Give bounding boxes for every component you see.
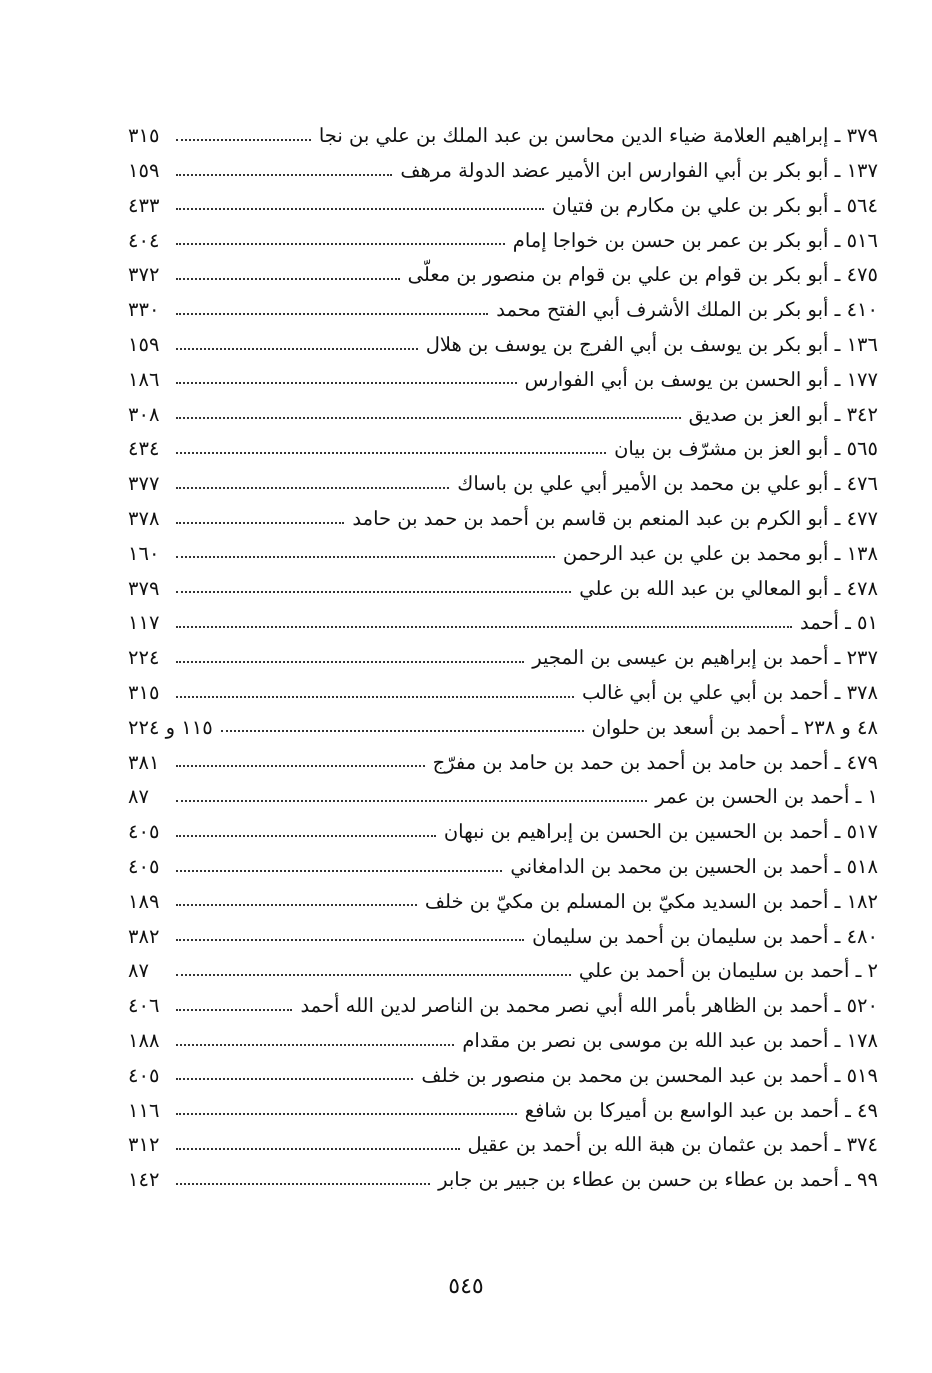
entry-page-number: ٣٣٠ [128,298,160,322]
entry-name: ٣٧٨ ـ أحمد بن أبي علي بن أبي غالب [581,681,878,705]
entry-page-number: ٤٠٤ [128,228,160,252]
index-entry [128,146,878,181]
entry-page-number: ١٨٨ [128,1029,160,1053]
entry-page-number: ١٨٩ [128,889,160,913]
entry-page-number: ١٤٢ [128,1168,160,1192]
dot-leader [176,313,488,315]
index-entry [128,633,878,668]
entry-name: ٤٧٧ ـ أبو الكرم بن عبد المنعم بن قاسم بن أحمد بن حمد بن حامد [352,507,878,531]
index-entry [128,111,878,146]
entry-name: ٥١ ـ أحمد [799,611,878,635]
entry-name: ١٧٧ ـ أبو الحسن بن يوسف بن أبي الفوارس [524,367,878,391]
dot-leader [176,278,400,280]
dot-leader [176,1078,413,1080]
entry-name: ٣٧٩ ـ إبراهيم العلامة ضياء الدين محاسن بن عبد الملك بن علي بن نجا [318,124,878,148]
entry-page-number: ٣٧٢ [128,263,160,287]
index-entry [128,911,878,946]
index-entry [128,494,878,529]
dot-leader [176,1148,460,1150]
entry-name: ١٣٨ ـ أبو محمد بن علي بن عبد الرحمن [562,541,878,565]
entry-name: ٥١٧ ـ أحمد بن الحسين بن الحسن بن إبراهيم بن نبهان [443,820,878,844]
index-entry [128,1085,878,1120]
dot-leader [176,487,449,489]
index-entry [128,424,878,459]
dot-leader [176,939,524,941]
entry-page-number: ٣٧٨ [128,507,160,531]
entry-page-number: ٣١٢ [128,1133,160,1157]
entry-name: ١٣٧ ـ أبو بكر بن أبي الفوارس ابن الأمير عضد الدولة مرهف [400,159,878,183]
index-entry [128,703,878,738]
entry-name: ٣٧٤ ـ أحمد بن عثمان بن هبة الله بن أحمد بن عقيل [467,1133,878,1157]
dot-leader [176,556,555,558]
dot-leader [176,1113,517,1115]
index-entry [128,563,878,598]
index-entry [128,598,878,633]
index-entry [128,389,878,424]
dot-leader [176,417,681,419]
dot-leader [176,626,792,628]
dot-leader [176,870,502,872]
index-entry [128,181,878,216]
index-entry [128,215,878,250]
entry-page-number: ١١٥ و ٢٢٤ [128,715,213,739]
entry-name: ٥٢٠ ـ أحمد بن الظاهر بأمر الله أبي نصر محمد بن الناصر لدين الله أحمد [300,994,878,1018]
entry-page-number: ٣٨٢ [128,924,160,948]
dot-leader [176,765,425,767]
dot-leader [176,661,524,663]
entry-page-number: ٨٧ [128,959,149,983]
index-entry [128,320,878,355]
dot-leader [176,174,392,176]
entry-name: ٤٨ و ٢٣٨ ـ أحمد بن أسعد بن حلوان [591,715,878,739]
dot-leader [176,348,418,350]
entry-name: ٩٩ ـ أحمد بن عطاء بن حسن بن عطاء بن جبير بن جابر [438,1168,878,1192]
index-entry [128,285,878,320]
entry-page-number: ٣٠٨ [128,402,160,426]
entry-name: ٣٤٢ ـ أبو العز بن صديق [688,402,878,426]
entry-name: ٤٨٠ ـ أحمد بن سليمان بن أحمد بن سليمان [532,924,878,948]
entry-page-number: ٢٢٤ [128,646,160,670]
dot-leader [176,1009,292,1011]
dot-leader [176,696,574,698]
dot-leader [176,452,606,454]
dot-leader [176,382,517,384]
entry-name: ٢ ـ أحمد بن سليمان بن أحمد بن علي [578,959,878,983]
entry-name: ٢٣٧ ـ أحمد بن إبراهيم بن عيسى بن المجير [532,646,878,670]
entry-page-number: ٤٠٥ [128,820,160,844]
index-entry [128,1120,878,1155]
dot-leader [176,522,344,524]
index-entry [128,1155,878,1190]
entry-page-number: ٤٠٥ [128,1063,160,1087]
dot-leader [176,591,571,593]
dot-leader [176,1183,430,1185]
index-entry [128,1051,878,1086]
entry-page-number: ٣١٥ [128,681,160,705]
index-entry [128,772,878,807]
index-entry [128,877,878,912]
entry-page-number: ١٥٩ [128,159,160,183]
index-entry [128,842,878,877]
entry-page-number: ٤٣٤ [128,437,160,461]
entry-page-number: ١١٦ [128,1098,160,1122]
entry-name: ٥٦٥ ـ أبو العز بن مشرّف بن بيان [614,437,878,461]
entry-page-number: ٣١٥ [128,124,160,148]
entry-page-number: ١٨٦ [128,367,160,391]
entry-name: ٤٧٨ ـ أبو المعالي بن عبد الله بن علي [579,576,878,600]
dot-leader [176,974,571,976]
entry-name: ٥١٩ ـ أحمد بن عبد المحسن بن محمد بن منصور بن خلف [421,1063,878,1087]
entry-name: ٤١٠ ـ أبو بكر بن الملك الأشرف أبي الفتح محمد [496,298,878,322]
entry-name: ٥١٨ ـ أحمد بن الحسين بن محمد بن الدامغاني [510,855,878,879]
entry-name: ١ ـ أحمد بن الحسن بن عمر [655,785,878,809]
dot-leader [176,139,311,141]
entry-page-number: ١٥٩ [128,333,160,357]
index-entry [128,1016,878,1051]
index-entry [128,459,878,494]
dot-leader [176,243,505,245]
entry-page-number: ٣٨١ [128,750,160,774]
entry-page-number: ٣٧٧ [128,472,160,496]
page-number: ٥٤٥ [448,1274,484,1299]
entry-page-number: ٣٧٩ [128,576,160,600]
index-entry [128,355,878,390]
index-entry [128,250,878,285]
dot-leader [176,835,436,837]
index-entry [128,946,878,981]
dot-leader [176,800,647,802]
entry-name: ٤٧٥ ـ أبو بكر بن قوام بن علي بن قوام بن منصور بن معلّى [407,263,878,287]
entry-name: ١٣٦ ـ أبو بكر بن يوسف بن أبي الفرج بن يوسف بن هلال [425,333,878,357]
dot-leader [176,208,544,210]
dot-leader [221,730,584,732]
entry-name: ٥٦٤ ـ أبو بكر بن علي بن مكارم بن فتيان [552,193,878,217]
index-entry [128,737,878,772]
entry-name: ٤٧٩ ـ أحمد بن حامد بن أحمد بن حمد بن حامد بن مفرّج [432,750,878,774]
entry-name: ١٨٢ ـ أحمد بن السديد مكيّ بن المسلم بن مكيّ بن خلف [424,889,878,913]
index-entry [128,807,878,842]
dot-leader [176,1044,454,1046]
index-entry [128,668,878,703]
entry-page-number: ٤٣٣ [128,193,160,217]
entry-page-number: ١٦٠ [128,541,160,565]
index-list [128,111,878,1190]
dot-leader [176,904,417,906]
entry-name: ١٧٨ ـ أحمد بن عبد الله بن موسى بن نصر بن مقدام [462,1029,878,1053]
entry-page-number: ٤٠٥ [128,855,160,879]
entry-page-number: ٨٧ [128,785,149,809]
entry-page-number: ٤٠٦ [128,994,160,1018]
entry-page-number: ١١٧ [128,611,160,635]
entry-name: ٥١٦ ـ أبو بكر بن عمر بن حسن بن خواجا إمام [512,228,878,252]
entry-name: ٤٩ ـ أحمد بن عبد الواسع بن أميركا بن شافع [524,1098,878,1122]
index-entry [128,529,878,564]
entry-name: ٤٧٦ ـ أبو علي بن محمد بن الأمير أبي علي بن باساك [457,472,878,496]
index-entry [128,981,878,1016]
